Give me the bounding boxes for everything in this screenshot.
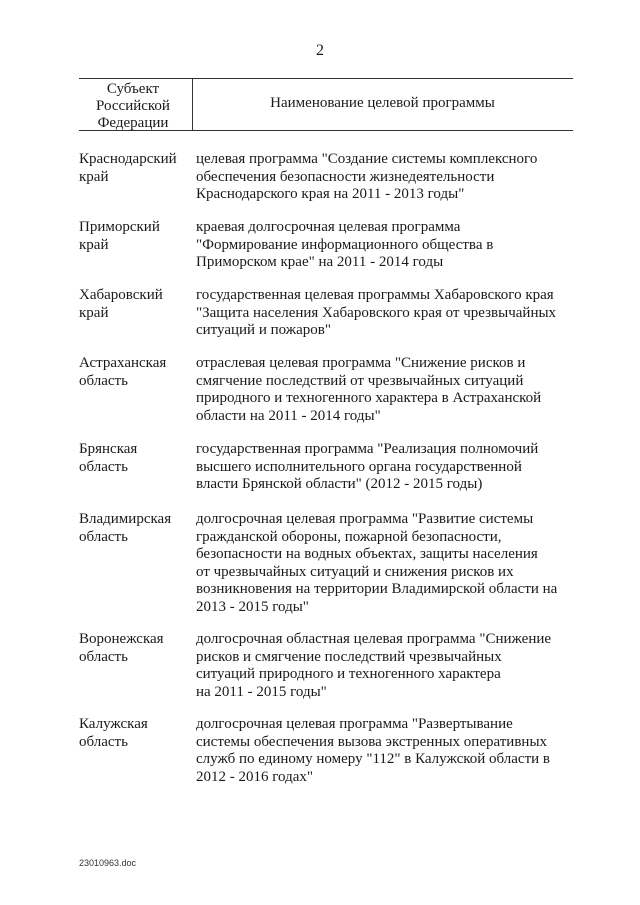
program-line: рисков и смягчение последствий чрезвычайных (196, 648, 502, 665)
program-line: краевая долгосрочная целевая программа (196, 219, 461, 235)
program-line: государственная целевая программы Хабаровского края (196, 287, 554, 303)
header-subject-line: Российской (96, 98, 170, 114)
row-program (196, 219, 566, 272)
row-subject (79, 441, 191, 476)
header-subject-line: Федерации (97, 115, 169, 131)
row-program (196, 631, 566, 701)
subject-line: край (79, 304, 109, 321)
program-line: долгосрочная областная целевая программа "Снижение (196, 631, 552, 647)
program-line: смягчение последствий от чрезвычайных ситуаций (196, 372, 524, 389)
row-program (196, 441, 566, 494)
subject-line: Владимирская (79, 511, 172, 527)
program-line: Приморском крае" на 2011 - 2014 годы (196, 254, 444, 270)
header-top-rule (79, 78, 573, 79)
program-line: природного и техногенного характера в Астраханской (196, 390, 542, 406)
program-line: "Формирование информационного общества в (196, 236, 494, 253)
program-line: системы обеспечения вызова экстренных оперативных (196, 733, 548, 750)
row-subject (79, 151, 191, 186)
header-subject-column (79, 81, 187, 132)
row-subject (79, 287, 191, 322)
subject-line: область (79, 372, 128, 389)
subject-line: край (79, 168, 109, 185)
subject-line: область (79, 458, 128, 475)
row-subject (79, 355, 191, 390)
program-line: ситуаций природного и техногенного характера (196, 666, 501, 682)
program-line: целевая программа "Создание системы комплексного (196, 151, 538, 167)
row-program (196, 151, 566, 204)
row-program (196, 716, 566, 786)
subject-line: Приморский (79, 219, 160, 235)
header-subject-line: Субъект (106, 81, 160, 97)
program-line: высшего исполнительного органа государственной (196, 458, 522, 475)
row-program (196, 511, 566, 616)
program-line: ситуаций и пожаров" (196, 322, 331, 338)
subject-line: область (79, 648, 128, 665)
subject-line: область (79, 733, 128, 750)
document-footer-id: 23010963.doc (79, 858, 137, 868)
program-line: служб по единому номеру "112" в Калужской области в (196, 751, 551, 767)
program-line: государственная программа "Реализация полномочий (196, 441, 539, 457)
program-line: на 2011 - 2015 годы" (196, 683, 327, 700)
subject-line: Воронежская (79, 631, 164, 647)
program-line: от чрезвычайных ситуаций и снижения рисков их (196, 563, 514, 580)
row-program (196, 287, 566, 340)
program-line: Краснодарского края на 2011 - 2013 годы" (196, 186, 465, 202)
program-line: "Защита населения Хабаровского края от чрезвычайных (196, 304, 557, 321)
subject-line: Астраханская (79, 355, 167, 371)
row-subject (79, 631, 191, 666)
row-subject (79, 219, 191, 254)
subject-line: область (79, 528, 128, 545)
subject-line: Хабаровский (79, 287, 163, 303)
program-line: области на 2011 - 2014 годы" (196, 407, 381, 424)
subject-line: Краснодарский (79, 151, 177, 167)
subject-line: Брянская (79, 441, 138, 457)
header-bottom-rule (79, 130, 573, 131)
program-line: долгосрочная целевая программа "Развертывание (196, 716, 513, 732)
row-program (196, 355, 566, 425)
program-line: возникновения на территории Владимирской области на (196, 581, 558, 597)
subject-line: Калужская (79, 716, 148, 732)
program-line: обеспечения безопасности жизнедеятельности (196, 168, 495, 185)
program-line: долгосрочная целевая программа "Развитие системы (196, 511, 534, 527)
row-subject (79, 511, 191, 546)
row-subject (79, 716, 191, 751)
table-header (79, 78, 573, 132)
program-line: 2012 - 2016 годах" (196, 768, 314, 785)
subject-line: край (79, 236, 109, 253)
program-line: 2013 - 2015 годы" (196, 598, 309, 615)
program-line: гражданской обороны, пожарной безопасности, (196, 528, 502, 545)
page-number: 2 (316, 42, 324, 59)
program-line: отраслевая целевая программа "Снижение рисков и (196, 355, 526, 371)
header-program-column: Наименование целевой программы (270, 95, 495, 111)
program-line: власти Брянской области" (2012 - 2015 годы) (196, 476, 483, 492)
program-line: безопасности на водных объектах, защиты населения (196, 546, 538, 562)
